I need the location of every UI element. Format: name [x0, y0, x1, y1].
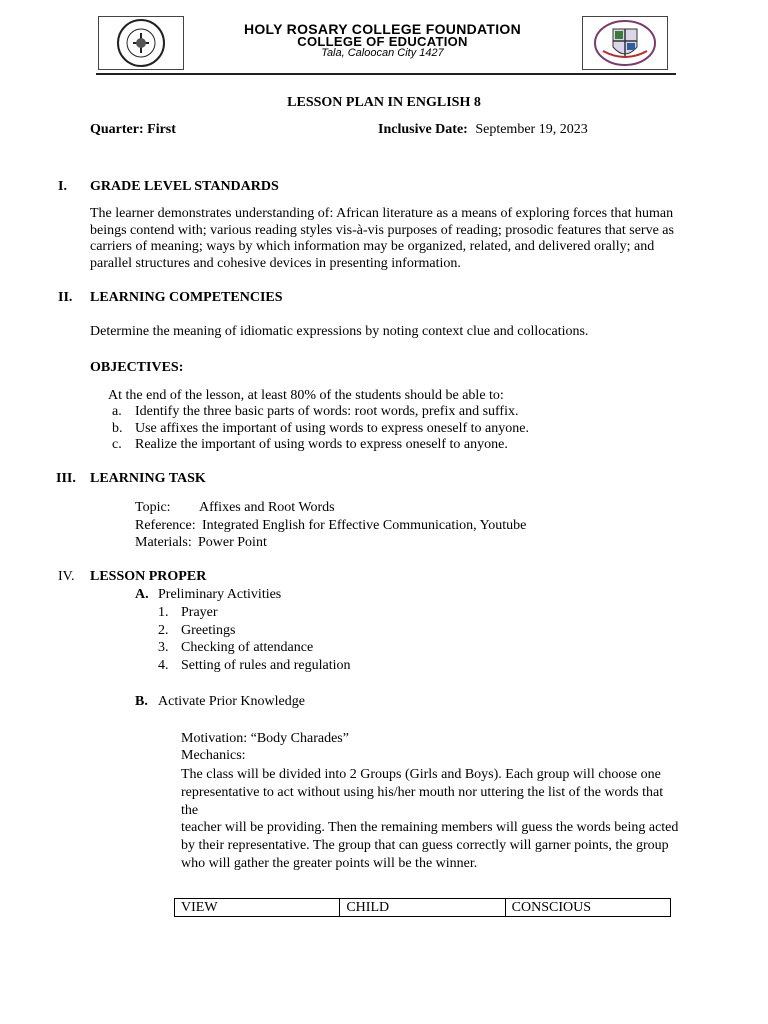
- activity-item: 4. Setting of rules and regulation: [158, 657, 351, 673]
- activity-item: 3. Checking of attendance: [158, 640, 314, 655]
- quarter: Quarter: First: [90, 122, 176, 137]
- left-logo: [98, 16, 184, 70]
- section-3-title: LEARNING TASK: [90, 471, 206, 486]
- college-name: COLLEGE OF EDUCATION: [297, 34, 468, 49]
- mechanics-label: Mechanics:: [181, 748, 246, 763]
- page-title: LESSON PLAN IN ENGLISH 8: [287, 95, 481, 110]
- activity-item: 1. Prayer: [158, 605, 218, 620]
- objective-item: a. Identify the three basic parts of words: root words, prefix and suffix.: [112, 404, 519, 419]
- materials-row: Materials: Power Point: [135, 535, 267, 550]
- mechanics-line: The class will be divided into 2 Groups (Girls and Boys). Each group will choose one: [181, 767, 661, 782]
- header-divider: [96, 73, 676, 75]
- mechanics-line: teacher will be providing. Then the remaining members will guess the words being acted: [181, 820, 679, 836]
- subsection-a-heading: A. Preliminary Activities: [135, 587, 282, 602]
- objective-item: c. Realize the important of using words to express oneself to anyone.: [112, 437, 508, 452]
- objectives-title: OBJECTIVES:: [90, 360, 184, 375]
- activity-item: 2. Greetings: [158, 622, 236, 638]
- college-seal-icon: [99, 17, 183, 69]
- preliminary-activities-list: [158, 604, 351, 674]
- table-cell: VIEW: [175, 899, 340, 917]
- mechanics-text: [181, 766, 681, 873]
- institution-name: HOLY ROSARY COLLEGE FOUNDATION: [243, 21, 522, 37]
- standards-line: beings contend with; various reading styles vis-à-vis purposes of reading; prosodic features that serve as: [90, 222, 674, 238]
- table-cell: CHILD: [340, 899, 505, 917]
- inclusive-date-label: Inclusive Date:: [378, 122, 468, 137]
- address: Tala, Caloocan City 1427: [321, 47, 444, 59]
- standards-line: carriers of meaning; ways by which information may be organized, related, and delivered orally; and: [90, 239, 655, 254]
- mechanics-line: representative to act without using his/her mouth nor uttering the list of the words that the: [181, 784, 664, 818]
- table-row: [175, 899, 671, 917]
- motivation: Motivation: “Body Charades”: [181, 731, 349, 746]
- grade-level-standards-text: [90, 206, 680, 272]
- subsection-b-heading: B. Activate Prior Knowledge: [135, 694, 305, 709]
- mechanics-line: by their representative. The group that can guess correctly will garner points, the group: [181, 838, 669, 854]
- learning-task-details: [135, 499, 526, 552]
- topic-row: Topic: Affixes and Root Words: [135, 500, 335, 515]
- objectives-list: [112, 404, 529, 454]
- reference-row: Reference: Integrated English for Effective Communication, Youtube: [135, 517, 527, 533]
- standards-line: parallel structures and cohesive devices in presenting information.: [90, 255, 461, 271]
- section-4-number: IV.: [58, 569, 75, 584]
- competency-text: Determine the meaning of idiomatic expressions by noting context clue and collocations.: [90, 324, 589, 339]
- objective-item: b. Use affixes the important of using words to express oneself to anyone.: [112, 420, 529, 436]
- section-1-number: I.: [58, 179, 67, 194]
- section-2-number: II.: [58, 290, 73, 305]
- objectives-intro: At the end of the lesson, at least 80% of the students should be able to:: [108, 388, 504, 403]
- education-shield-icon: [583, 17, 667, 69]
- right-logo: [582, 16, 668, 70]
- section-3-number: III.: [56, 471, 76, 486]
- mechanics-line: who will gather the greater points will be the winner.: [181, 855, 478, 871]
- word-table: [174, 898, 671, 917]
- section-4-title: LESSON PROPER: [90, 569, 207, 584]
- section-1-title: GRADE LEVEL STANDARDS: [90, 179, 279, 194]
- inclusive-date-value: September 19, 2023: [475, 122, 588, 137]
- section-2-title: LEARNING COMPETENCIES: [90, 290, 283, 305]
- standards-line: The learner demonstrates understanding of: African literature as a means of exploring forces that human: [90, 206, 674, 221]
- table-cell: CONSCIOUS: [505, 899, 670, 917]
- inclusive-date: [378, 122, 588, 138]
